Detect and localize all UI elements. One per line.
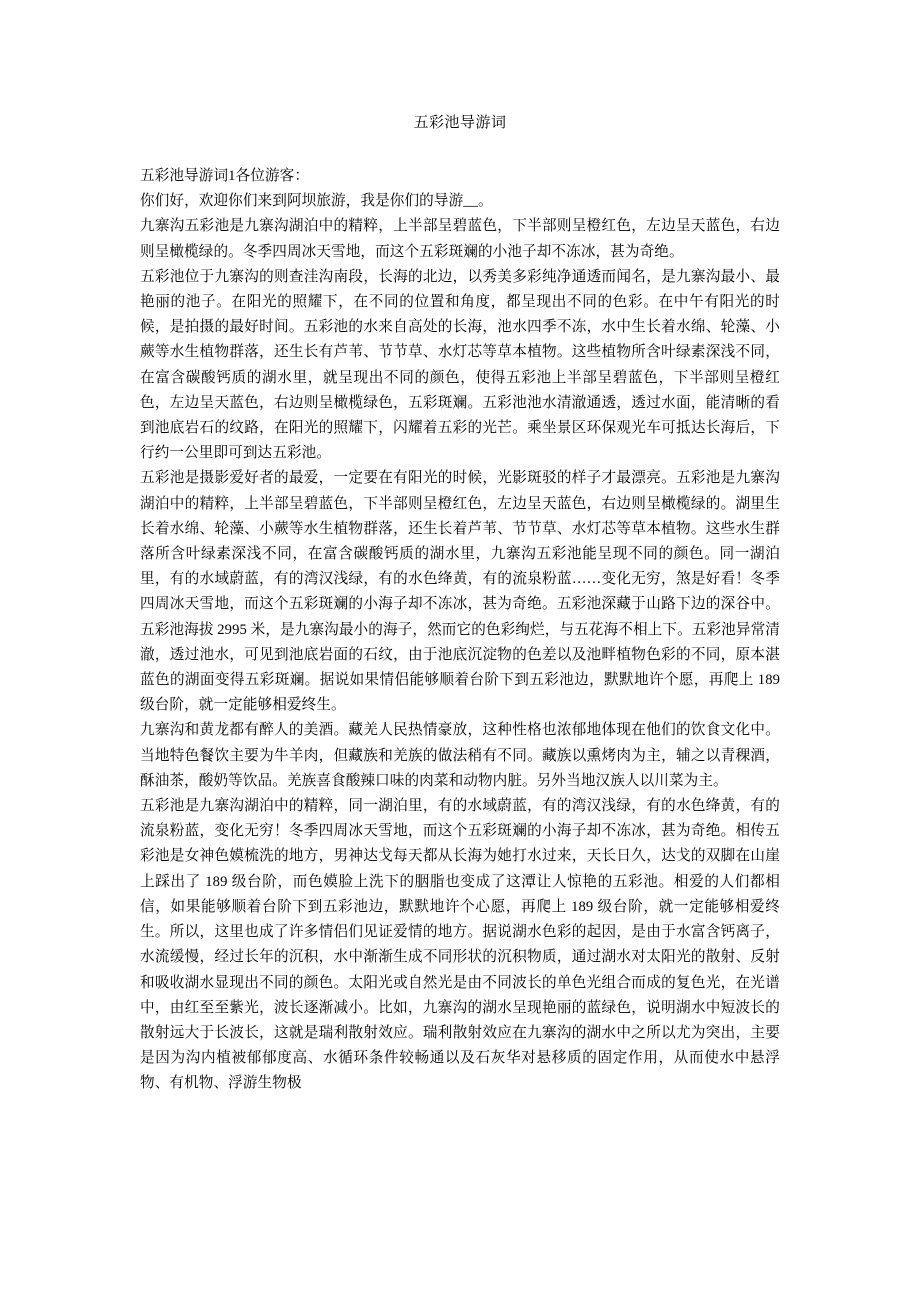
paragraph-6: 九寨沟和黄龙都有醉人的美酒。藏羌人民热情豪放，这种性格也浓郁地体现在他们的饮食文化中。当地特色餐饮主要为牛羊肉，但藏族和羌族的做法稍有不同。藏族以熏烤肉为主，辅之以青稞酒，酥油茶，酸奶等饮品。羌族喜食酸辣口味的肉菜和动物内脏。另外当地汉族人以川菜为主。 bbox=[140, 722, 780, 789]
paragraph-2: 你们好，欢迎你们来到阿坝旅游，我是你们的导游__。 bbox=[140, 193, 493, 210]
page-title: 五彩池导游词 bbox=[413, 115, 507, 131]
document-body bbox=[140, 110, 780, 1097]
paragraph-5: 五彩池是摄影爱好者的最爱，一定要在有阳光的时候，光影斑驳的样子才最漂亮。五彩池是九寨沟湖泊中的精粹，上半部呈碧蓝色，下半部则呈橙红色，左边呈天蓝色，右边则呈橄榄绿的。湖里生长着水绵、轮藻、小蕨等水生植物群落，还生长着芦苇、节节草、水灯芯等草本植物。这些水生群落所含叶绿素深浅不同，在富含碳酸钙质的湖水里，九寨沟五彩池能呈现不同的颜色。同一湖泊里，有的水域蔚蓝，有的湾汉浅绿，有的水色绛黄，有的流泉粉蓝……变化无穷，煞是好看！冬季四周冰天雪地，而这个五彩斑斓的小海子却不冻冰，甚为奇绝。五彩池深藏于山路下边的深谷中。五彩池海拔 2995 米，是九寨沟最小的海子，然而它的色彩绚烂，与五花海不相上下。五彩池异常清澈，透过池水，可见到池底岩面的石纹，由于池底沉淀物的色差以及池畔植物色彩的不同，原本湛蓝色的湖面变得五彩斑斓。据说如果情侣能够顺着台阶下到五彩池边，默默地许个愿，再爬上 189 级台阶，就一定能够相爱终生。 bbox=[140, 470, 780, 714]
paragraph-4: 五彩池位于九寨沟的则查洼沟南段，长海的北边，以秀美多彩纯净通透而闻名，是九寨沟最小、最艳丽的池子。在阳光的照耀下，在不同的位置和角度，都呈现出不同的色彩。在中午有阳光的时候，是拍摄的最好时间。五彩池的水来自高处的长海，池水四季不冻，水中生长着水绵、轮藻、小蕨等水生植物群落，还生长有芦苇、节节草、水灯芯等草本植物。这些植物所含叶绿素深浅不同，在富含碳酸钙质的湖水里，就呈现出不同的颜色，使得五彩池上半部呈碧蓝色，下半部则呈橙红色，左边呈天蓝色，右边则呈橄榄绿色，五彩斑斓。五彩池池水清澈通透，透过水面，能清晰的看到池底岩石的纹路，在阳光的照耀下，闪耀着五彩的光芒。乘坐景区环保观光车可抵达长海后，下行约一公里即可到达五彩池。 bbox=[140, 268, 780, 462]
paragraph-3: 九寨沟五彩池是九寨沟湖泊中的精粹，上半部呈碧蓝色，下半部则呈橙红色，左边呈天蓝色，右边则呈橄榄绿的。冬季四周冰天雪地，而这个五彩斑斓的小池子却不冻冰，甚为奇绝。 bbox=[140, 218, 780, 260]
paragraph-7: 五彩池是九寨沟湖泊中的精粹，同一湖泊里，有的水域蔚蓝，有的湾汉浅绿，有的水色绛黄，有的流泉粉蓝，变化无穷！冬季四周冰天雪地，而这个五彩斑斓的小海子却不冻冰，甚为奇绝。相传五彩池是女神色嫫梳洗的地方，男神达戈每天都从长海为她打水过来，天长日久，达戈的双脚在山崖上踩出了 189 级台阶，而色嫫脸上洗下的胭脂也变成了这潭让人惊艳的五彩池。相爱的人们都相信，如果能够顺着台阶下到五彩池边，默默地许个心愿，再爬上 189 级台阶，就一定能够相爱终生。所以，这里也成了许多情侣们见证爱情的地方。据说湖水色彩的起因，是由于水富含钙离子，水流缓慢，经过长年的沉积，水中渐渐生成不同形状的沉积物质，通过湖水对太阳光的散射、反射和吸收湖水显现出不同的颜色。太阳光或自然光是由不同波长的单色光组合而成的复色光，在光谱中，由红至至紫光，波长逐渐减小。比如，九寨沟的湖水呈现艳丽的蓝绿色，说明湖水中短波长的散射远大于长波长，这就是瑞利散射效应。瑞利散射效应在九寨沟的湖水中之所以尤为突出，主要是因为沟内植被郁郁度高、水循环条件较畅通以及石灰华对悬移质的固定作用，从而使水中悬浮物、有机物、浮游生物极 bbox=[140, 798, 780, 1092]
paragraph-1: 五彩池导游词1各位游客： bbox=[140, 168, 310, 184]
